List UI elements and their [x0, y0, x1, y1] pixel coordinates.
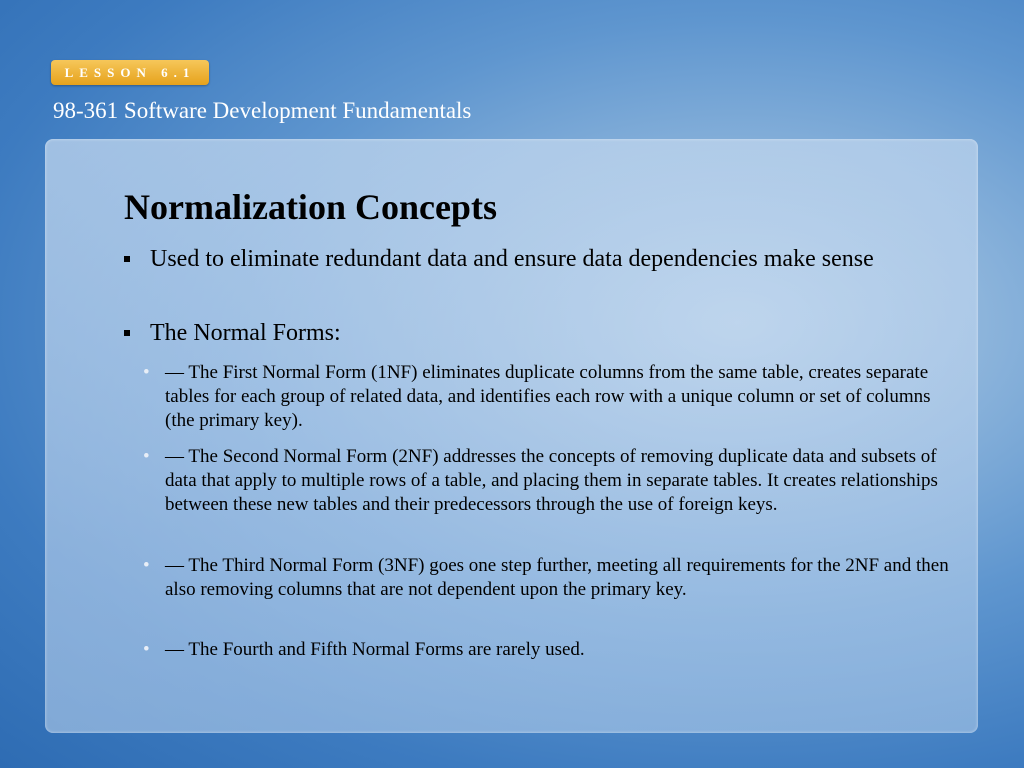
dot-bullet-icon: •	[143, 362, 150, 383]
square-bullet-icon	[124, 256, 130, 262]
sub-bullet-text: — The Third Normal Form (3NF) goes one step further, meeting all requirements for the 2NF and then also removing columns that are not dependent upon the primary key.	[165, 555, 949, 600]
sub-bullet-text: — The Second Normal Form (2NF) addresses the concepts of removing duplicate data and subsets of data that apply to multiple rows of a table, and placing them in separate tables. It creates relationships between these new tables and their predecessors through the use of foreign keys.	[165, 446, 938, 515]
square-bullet-icon	[124, 330, 130, 336]
course-title: 98-361 Software Development Fundamentals	[53, 98, 472, 123]
bullet-item	[150, 244, 950, 275]
sub-bullet-text: — The Fourth and Fifth Normal Forms are rarely used.	[165, 639, 585, 660]
bullet-text: Used to eliminate redundant data and ensure data dependencies make sense	[150, 246, 874, 272]
bullet-item	[150, 318, 950, 349]
dot-bullet-icon: •	[143, 555, 150, 576]
lesson-badge: LESSON 6.1	[51, 60, 209, 85]
dot-bullet-icon: •	[143, 446, 150, 467]
sub-bullet-item	[143, 445, 950, 517]
bullet-text: The Normal Forms:	[150, 320, 341, 346]
sub-bullet-text: — The First Normal Form (1NF) eliminates duplicate columns from the same table, creates separate tables for each group of related data, and identifies each row with a unique column or set of columns (the primary key).	[165, 362, 931, 431]
sub-bullet-item	[143, 638, 950, 662]
sub-bullet-item	[143, 554, 950, 602]
dot-bullet-icon: •	[143, 639, 150, 660]
slide-title: Normalization Concepts	[124, 187, 497, 227]
sub-bullet-item	[143, 361, 950, 433]
